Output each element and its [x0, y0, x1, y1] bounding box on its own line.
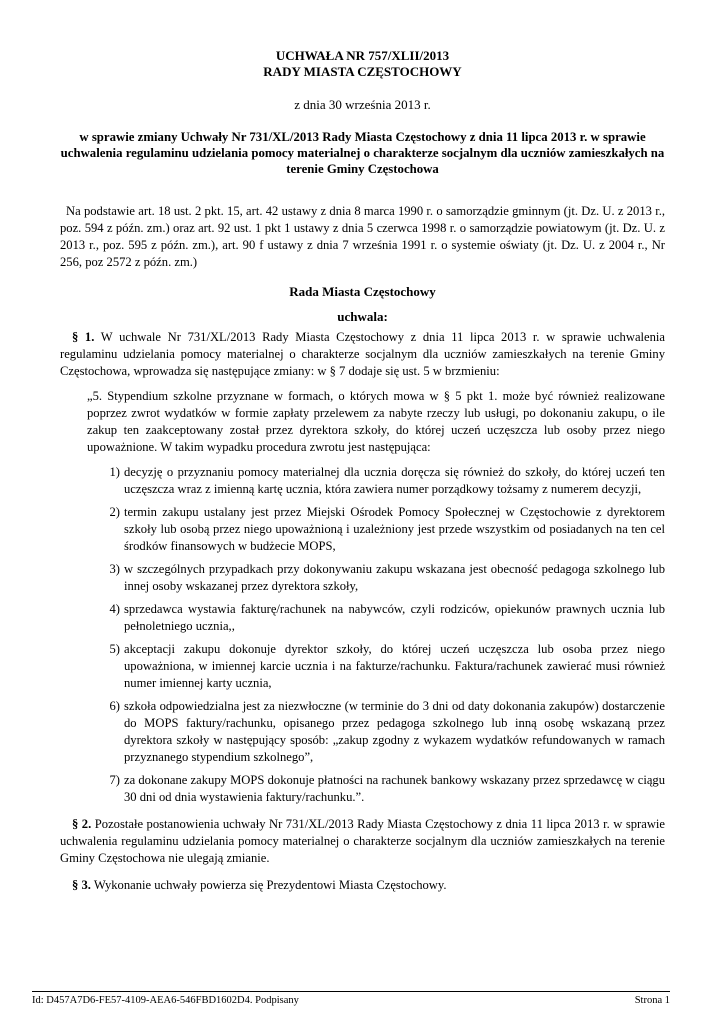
council-name: Rada Miasta Częstochowy	[289, 284, 436, 299]
section-1-label: § 1.	[72, 330, 95, 344]
resolves-heading: uchwala:	[337, 309, 388, 324]
page-number: Strona 1	[634, 995, 670, 1006]
list-item-number: 6)	[109, 699, 120, 713]
section-2-label: § 2.	[72, 817, 92, 831]
list-item-number: 5)	[109, 642, 120, 656]
list-item-number: 1)	[109, 465, 120, 479]
list-item-text: termin zakupu ustalany jest przez Miejski Ośrodek Pomocy Społecznej w Częstochowie z dyrektorem szkoły lub osobą przez niego upoważnioną i uzależniony jest przede wszystkim od posiadanych na ten cel środków finansowych w budżecie MOPS,	[124, 505, 665, 553]
title-line-1: UCHWAŁA NR 757/XLII/2013	[275, 48, 450, 63]
list-item	[60, 772, 665, 806]
document-id: Id: D457A7D6-FE57-4109-AEA6-546FBD1602D4. Podpisany	[32, 995, 299, 1006]
section-3	[60, 877, 665, 894]
list-item	[60, 464, 665, 498]
section-3-label: § 3.	[72, 878, 91, 892]
list-item-text: decyzję o przyznaniu pomocy materialnej dla ucznia doręcza się również do szkoły, do której uczeń ten uczęszcza wraz z imienną kartę ucznia, która zawiera numer porządkowy tożsamy z numerem decyzji,	[124, 465, 665, 496]
section-2-text: Pozostałe postanowienia uchwały Nr 731/XL/2013 Rady Miasta Częstochowy z dnia 11 lipca 2013 r. w sprawie uchwalenia regulaminu udzielania pomocy materialnej o charakterze socjalnym dla uczniów zamieszkałych na terenie Gminy Częstochowa nie ulegają zmianie.	[60, 817, 666, 865]
list-item	[60, 561, 665, 595]
resolution-title	[60, 48, 665, 80]
section-1-text: W uchwale Nr 731/XL/2013 Rady Miasta Częstochowy z dnia 11 lipca 2013 r. w sprawie uchwalenia regulaminu udzielania pomocy materialnej o charakterze socjalnym dla uczniów zamieszkałych na terenie Gminy Częstochowa, wprowadza się następujące zmiany: w § 7 dodaje się ust. 5 w brzmieniu:	[60, 330, 666, 378]
list-item-text: w szczególnych przypadkach przy dokonywaniu zakupu wskazana jest obecność pedagoga szkolnego lub innej osoby wskazanej przez dyrektora szkoły,	[124, 562, 665, 593]
legal-basis: Na podstawie art. 18 ust. 2 pkt. 15, art. 42 ustawy z dnia 8 marca 1990 r. o samorządzie gminnym (jt. Dz. U. z 2013 r., poz. 594 z późn. zm.) oraz art. 92 ust. 1 pkt 1 ustawy z dnia 5 czerwca 1998 r. o samorządzie powiatowym (jt. Dz. U. z 2013 r., poz. 595 z późn. zm.), art. 90 f ustawy z dnia 7 września 1991 r. o systemie oświaty (jt. Dz. U. z 2004 r., Nr 256, poz 2572 z późn. zm.)	[60, 204, 665, 269]
list-item-text: sprzedawca wystawia fakturę/rachunek na nabywców, czyli rodziców, opiekunów prawnych ucznia lub pełnoletniego ucznia,,	[124, 602, 665, 633]
page-footer	[32, 991, 670, 1008]
resolution-subject: w sprawie zmiany Uchwały Nr 731/XL/2013 Rady Miasta Częstochowy z dnia 11 lipca 2013 r. w sprawie uchwalenia regulaminu udzielania pomocy materialnej o charakterze socjalnym dla uczniów zamieszkałych na terenie Gminy Częstochowa	[60, 130, 665, 176]
list-item-text: za dokonane zakupy MOPS dokonuje płatności na rachunek bankowy wskazany przez sprzedawcę w ciągu 30 dni od dnia wystawienia faktury/rachunku.”.	[124, 773, 665, 804]
list-item-number: 7)	[109, 773, 120, 787]
section-1	[60, 329, 665, 380]
procedure-list	[60, 464, 665, 806]
list-item-text: szkoła odpowiedzialna jest za niezwłoczne (w terminie do 3 dni od daty dokonania zakupów) dostarczenie do MOPS faktury/rachunku, opisanego przez pedagoga szkolnego lub inną osobę wskazaną przez dyrektora szkoły w następujący sposób: „zakup zgodny z wykazem wydatków refundowanych w ramach przyznanego stypendium szkolnego”,	[124, 699, 665, 764]
list-item	[60, 601, 665, 635]
list-item-number: 3)	[109, 562, 120, 576]
resolution-date: z dnia 30 września 2013 r.	[294, 97, 431, 112]
list-item-text: akceptacji zakupu dokonuje dyrektor szkoły, do której uczeń uczęszcza lub osoba przez niego upoważniona, w imiennej karcie ucznia i na fakturze/rachunku. Faktura/rachunek zawierać musi również numer imiennej karty ucznia,	[124, 642, 665, 690]
section-2	[60, 816, 665, 867]
list-item	[60, 698, 665, 766]
section-3-text: Wykonanie uchwały powierza się Prezydentowi Miasta Częstochowy.	[93, 878, 447, 892]
list-item-number: 2)	[109, 505, 120, 519]
list-item-number: 4)	[109, 602, 120, 616]
title-line-2: RADY MIASTA CZĘSTOCHOWY	[263, 64, 462, 79]
section-1-quote: „5. Stypendium szkolne przyznane w formach, o których mowa w § 5 pkt 1. może być również realizowane poprzez zwrot wydatków w formie zapłaty przelewem za nabyte rzeczy lub usługi, po dokonaniu zakupu, o ile zakup ten zaakceptowany został przez dyrektora szkoły, do której uczeń uczęszcza lub osoby przez niego upoważnione. W takim wypadku procedura zwrotu jest następująca:	[87, 389, 665, 454]
list-item	[60, 504, 665, 555]
document-page	[60, 48, 665, 894]
list-item	[60, 641, 665, 692]
